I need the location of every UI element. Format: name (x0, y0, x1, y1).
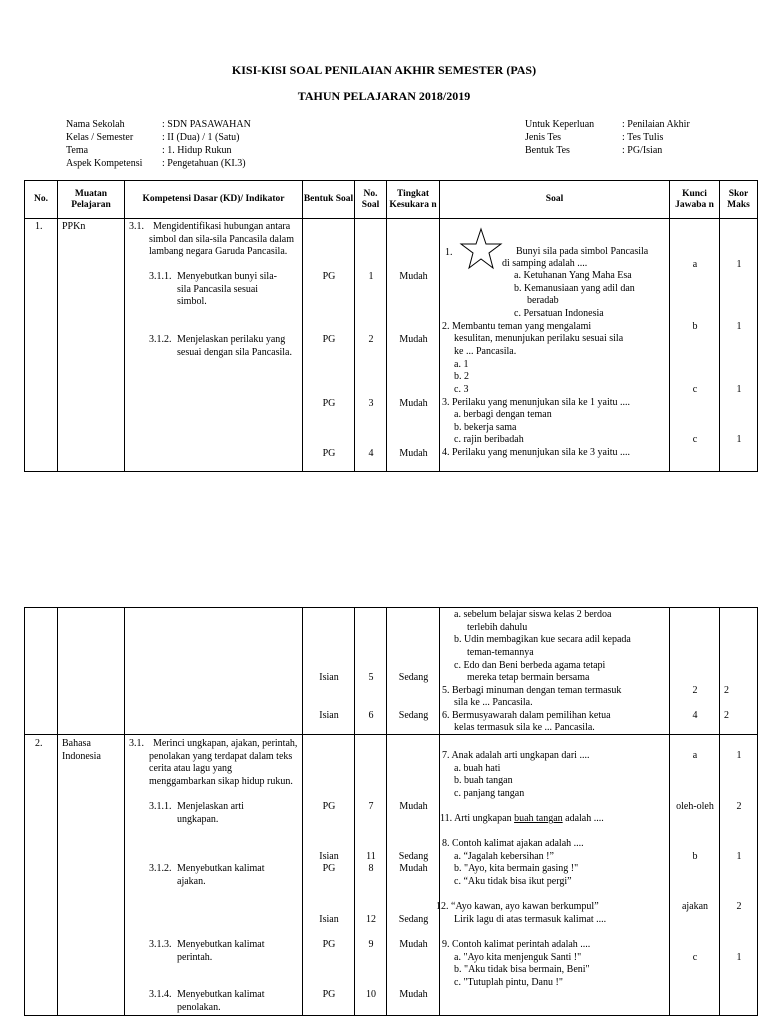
answer-option: b. bekerja sama (454, 422, 517, 433)
info-value: : PG/Isian (622, 145, 663, 156)
max-score: 1 (736, 321, 742, 332)
answer-option: c. “Aku tidak bisa ikut pergi” (454, 876, 572, 887)
question-number: 7 (368, 801, 374, 812)
info-value: : Pengetahuan (KI.3) (162, 158, 246, 169)
max-score: 1 (736, 384, 742, 395)
question-text: 7. Anak adalah arti ungkapan dari .... (442, 750, 590, 761)
max-score: 2 (736, 901, 742, 912)
question-text: kesulitan, menunjukan perilaku sesuai sila (454, 333, 624, 344)
info-label: Bentuk Tes (525, 145, 570, 156)
max-score: 1 (736, 259, 742, 270)
answer-key: b (692, 321, 698, 332)
difficulty: Mudah (399, 448, 428, 459)
indicator-number: 3.1.3. (149, 939, 172, 950)
question-text: Lirik lagu di atas termasuk kalimat .... (454, 914, 607, 925)
difficulty: Sedang (398, 914, 429, 925)
bentuk-soal: PG (322, 989, 336, 1000)
bentuk-soal: PG (322, 448, 336, 459)
question-text: 12. “Ayo kawan, ayo kawan berkumpul” (436, 901, 599, 912)
document-title: KISI-KISI SOAL PENILAIAN AKHIR SEMESTER (PAS) (231, 63, 537, 77)
col-header-bentuk: Bentuk Soal (303, 181, 355, 219)
answer-key: 2 (692, 685, 698, 696)
subject-name: Bahasa Indonesia (62, 738, 101, 762)
question-number: 1. (445, 247, 453, 258)
question-text: sila ke ... Pancasila. (454, 697, 533, 708)
info-label: Aspek Kompetensi (66, 158, 143, 169)
answer-key: c (692, 952, 698, 963)
school-info (66, 118, 251, 170)
info-value: : Penilaian Akhir (622, 119, 690, 130)
answer-option: b. Udin membagikan kue secara adil kepada (454, 634, 631, 645)
table-row (25, 219, 758, 472)
bentuk-soal: PG (322, 271, 336, 282)
question-text-part: adalah .... (562, 813, 604, 824)
answer-option: c. panjang tangan (454, 788, 525, 799)
max-score: 2 (724, 685, 729, 696)
answer-option: c. "Tutuplah pintu, Danu !" (454, 977, 563, 988)
answer-option: beradab (527, 295, 559, 306)
difficulty: Mudah (399, 939, 428, 950)
question-number: 3 (368, 398, 374, 409)
answer-option: b. 2 (454, 371, 469, 382)
difficulty: Mudah (399, 801, 428, 812)
col-header-kunci: Kunci Jawaba n (670, 181, 720, 219)
max-score: 2 (724, 710, 729, 721)
question-text: 9. Contoh kalimat perintah adalah .... (442, 939, 591, 950)
bentuk-soal: Isian (319, 851, 339, 862)
test-info (525, 118, 690, 157)
info-label: Jenis Tes (525, 132, 562, 143)
indicator-text: Menjelaskan perilaku yang sesuai dengan sila Pancasila. (177, 334, 292, 358)
page-one (0, 0, 768, 475)
indicator-number: 3.1.1. (149, 271, 172, 282)
answer-option: a. sebelum belajar siswa kelas 2 berdoa (454, 609, 612, 620)
bentuk-soal: Isian (319, 914, 339, 925)
indicator-text: Menyebutkan bunyi sila-sila Pancasila sesuai simbol. (177, 271, 277, 308)
row-number: 2. (35, 738, 43, 749)
answer-option: b. Kemanusiaan yang adil dan (514, 283, 635, 294)
indicator-text: Menyebutkan kalimat penolakan. (177, 989, 265, 1013)
kd-text: Mengidentifikasi hubungan antara simbol dan sila-sila Pancasila dalam lambang negara Garuda Pancasila. (149, 221, 294, 258)
question-number: 6 (368, 710, 374, 721)
answer-option: terlebih dahulu (467, 622, 528, 633)
underlined-phrase: buah tangan (514, 813, 563, 824)
question-number: 5 (368, 672, 374, 683)
answer-option: b. "Aku tidak bisa bermain, Beni" (454, 964, 590, 975)
difficulty: Sedang (398, 851, 429, 862)
question-number: 1 (368, 271, 374, 282)
indicator-number: 3.1.1. (149, 801, 172, 812)
difficulty: Sedang (398, 710, 429, 721)
bentuk-soal: PG (322, 334, 336, 345)
question-text: 6. Bermusyawarah dalam pemilihan ketua (442, 710, 611, 721)
answer-option: c. Persatuan Indonesia (514, 308, 604, 319)
answer-option: teman-temannya (467, 647, 534, 658)
info-value: : 1. Hidup Rukun (162, 145, 232, 156)
col-header-no: No. (25, 181, 58, 219)
difficulty: Mudah (399, 863, 428, 874)
question-text: 4. Perilaku yang menunjukan sila ke 3 yaitu .... (442, 447, 631, 458)
kisi-kisi-table-page1 (24, 180, 758, 472)
indicator-number: 3.1.4. (149, 989, 172, 1000)
bentuk-soal: PG (322, 939, 336, 950)
answer-option: a. "Ayo kita menjenguk Santi !" (454, 952, 582, 963)
indicator-text: Menyebutkan kalimat ajakan. (177, 863, 265, 887)
answer-option: mereka tetap bermain bersama (467, 672, 590, 683)
max-score: 1 (736, 750, 742, 761)
answer-option: c. 3 (454, 384, 469, 395)
answer-option: b. buah tangan (454, 775, 513, 786)
table-row (25, 735, 758, 1016)
col-header-soal: Soal (440, 181, 670, 219)
kd-number: 3.1. (129, 738, 144, 749)
col-header-tingkat: Tingkat Kesukara n (387, 181, 440, 219)
answer-option: a. “Jagalah kebersihan !” (454, 851, 554, 862)
question-text: 5. Berbagi minuman dengan teman termasuk (442, 685, 622, 696)
indicator-number: 3.1.2. (149, 334, 172, 345)
question-number: 4 (368, 448, 374, 459)
answer-option: c. rajin beribadah (454, 434, 524, 445)
info-value: : Tes Tulis (622, 132, 664, 143)
question-text-part: 11. Arti ungkapan (440, 813, 515, 824)
question-text: di samping adalah .... (502, 258, 588, 269)
kisi-kisi-table-page2 (24, 607, 758, 1016)
max-score: 1 (736, 952, 742, 963)
indicator-number: 3.1.2. (149, 863, 172, 874)
answer-key: oleh-oleh (676, 801, 714, 812)
bentuk-soal: PG (322, 863, 336, 874)
answer-key: c (692, 434, 698, 445)
difficulty: Sedang (398, 672, 429, 683)
question-number: 2 (368, 334, 374, 345)
col-header-no-soal: No. Soal (355, 181, 387, 219)
subject-name: PPKn (62, 221, 86, 232)
answer-option: a. berbagi dengan teman (454, 409, 552, 420)
difficulty: Mudah (399, 271, 428, 282)
question-text: ke ... Pancasila. (454, 346, 517, 357)
col-header-muatan: Muatan Pelajaran (58, 181, 125, 219)
info-label: Tema (66, 145, 89, 156)
answer-key: c (692, 384, 698, 395)
bentuk-soal: Isian (319, 672, 339, 683)
indicator-text: Menyebutkan kalimat perintah. (177, 939, 265, 963)
kd-text: Merinci ungkapan, ajakan, perintah, penolakan yang terdapat dalam teks cerita atau lagu yang menggambarkan sikap hidup rukun. (149, 738, 298, 787)
table-row (25, 608, 758, 735)
question-text: kelas termasuk sila ke ... Pancasila. (454, 722, 595, 733)
question-text: 2. Membantu teman yang mengalami (442, 321, 592, 332)
difficulty: Mudah (399, 989, 428, 1000)
max-score: 1 (736, 434, 742, 445)
document-subtitle: TAHUN PELAJARAN 2018/2019 (297, 89, 471, 103)
question-text (440, 813, 604, 826)
info-label: Nama Sekolah (66, 119, 125, 130)
question-number: 9 (368, 939, 374, 950)
answer-key: a (692, 259, 698, 270)
question-number: 11 (366, 851, 376, 862)
col-header-kd: Kompetensi Dasar (KD)/ Indikator (125, 181, 303, 219)
max-score: 2 (736, 801, 742, 812)
question-text: Bunyi sila pada simbol Pancasila (516, 246, 649, 257)
table-header (25, 181, 758, 219)
answer-key: ajakan (681, 901, 709, 912)
indicator-text: Menjelaskan arti ungkapan. (177, 801, 244, 825)
answer-option: c. Edo dan Beni berbeda agama tetapi (454, 660, 606, 671)
star-icon (459, 227, 503, 271)
difficulty: Mudah (399, 334, 428, 345)
col-header-skor: Skor Maks (720, 181, 758, 219)
bentuk-soal: Isian (319, 710, 339, 721)
question-number: 10 (366, 989, 376, 1000)
info-value: : SDN PASAWAHAN (162, 119, 251, 130)
answer-option: b. "Ayo, kita bermain gasing !" (454, 863, 579, 874)
info-label: Kelas / Semester (66, 132, 134, 143)
question-text: 3. Perilaku yang menunjukan sila ke 1 yaitu .... (442, 397, 631, 408)
answer-key: b (692, 851, 698, 862)
info-value: : II (Dua) / 1 (Satu) (162, 132, 240, 143)
bentuk-soal: PG (322, 398, 336, 409)
question-number: 12 (366, 914, 376, 925)
answer-option: a. buah hati (454, 763, 501, 774)
answer-option: a. 1 (454, 359, 469, 370)
info-label: Untuk Keperluan (525, 119, 595, 130)
kd-number: 3.1. (129, 221, 144, 232)
answer-key: 4 (692, 710, 698, 721)
answer-key: a (692, 750, 698, 761)
difficulty: Mudah (399, 398, 428, 409)
question-text: 8. Contoh kalimat ajakan adalah .... (442, 838, 584, 849)
row-number: 1. (35, 221, 43, 232)
answer-option: a. Ketuhanan Yang Maha Esa (514, 270, 632, 281)
max-score: 1 (736, 851, 742, 862)
question-number: 8 (368, 863, 374, 874)
bentuk-soal: PG (322, 801, 336, 812)
